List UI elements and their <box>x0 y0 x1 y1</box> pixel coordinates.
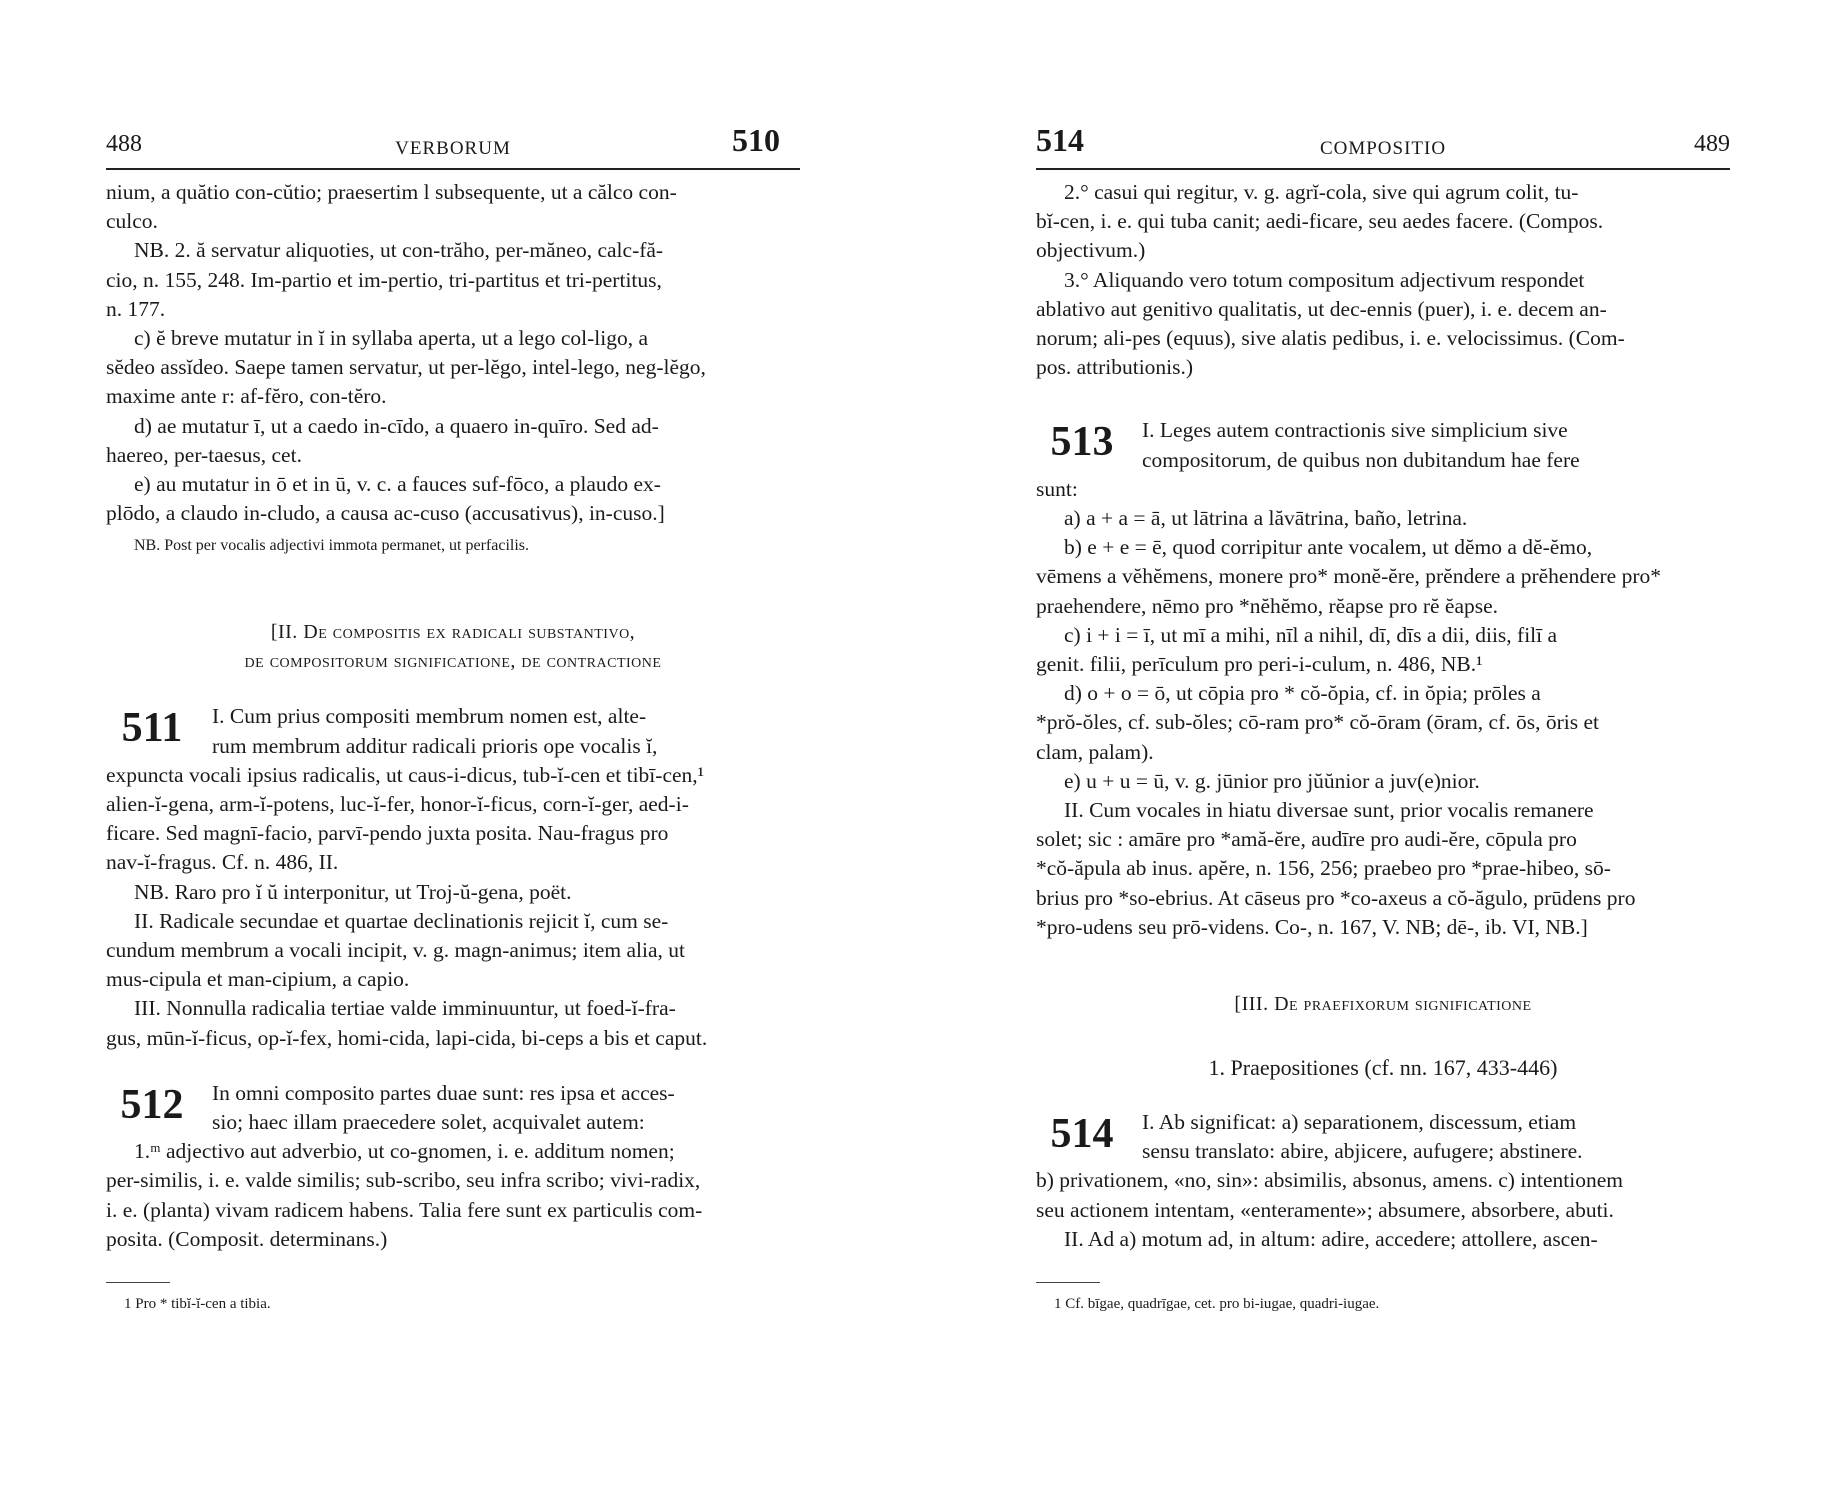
text-line: a) a + a = ā, ut lātrina a lăvātrina, baño, letrina. <box>1064 506 1468 531</box>
footnote-rule <box>106 1282 170 1283</box>
paragraph-513 <box>1036 416 1730 942</box>
running-title-right: COMPOSITIO <box>1319 138 1447 159</box>
text-line: II. Radicale secundae et quartae declinationis rejicit ĭ, cum se- <box>134 908 669 933</box>
text-line: compositorum, de quibus non dubitandum hae fere <box>1142 447 1580 472</box>
text-line: n. 177. <box>106 296 166 321</box>
paragraph-number: 512 <box>120 1081 184 1128</box>
text-line: I. Cum prius compositi membrum nomen est, alte- <box>212 704 647 729</box>
text-line: brius pro *so-ebrius. At cāseus pro *co-axeus a cŏ-ăgulo, prūdens pro <box>1036 885 1636 910</box>
text-line: b) privationem, «no, sin»: absimilis, absonus, amens. c) intentionem <box>1036 1168 1623 1193</box>
section-number-left: 510 <box>732 122 780 158</box>
text-line: genit. filii, perīculum pro peri-i-culum, n. 486, NB.¹ <box>1036 652 1483 677</box>
text-line: I. Leges autem contractionis sive simplicium sive <box>1142 418 1568 443</box>
text-line: sĕdeo assĭdeo. Saepe tamen servatur, ut per-lĕgo, intel-lego, neg-lĕgo, <box>106 355 706 380</box>
section-heading-ii-sub: de compositorum significatione, de contractione <box>244 650 662 673</box>
text-line: III. Nonnulla radicalia tertiae valde imminuuntur, ut foed-ĭ-fra- <box>134 996 676 1021</box>
text-line: solet; sic : amāre pro *amă-ĕre, audīre pro audi-ĕre, cōpula pro <box>1036 827 1577 852</box>
running-head-right <box>1036 120 1730 170</box>
page-number-right: 489 <box>1694 131 1730 157</box>
text-line: haereo, per-taesus, cet. <box>106 442 302 467</box>
text-line: cio, n. 155, 248. Im-partio et im-pertio, tri-partitus et tri-pertitus, <box>106 267 662 292</box>
text-line: *prŏ-ŏles, cf. sub-ŏles; cō-ram pro* cŏ-ōram (ōram, cf. ōs, ōris et <box>1036 710 1599 735</box>
text-line: praehendere, nēmo pro *nĕhĕmo, rĕapse pro rĕ ĕapse. <box>1036 593 1499 618</box>
paragraph-514 <box>1036 1108 1730 1254</box>
text-line: cundum membrum a vocali incipit, v. g. magn-animus; item alia, ut <box>106 938 685 963</box>
text-line: sunt: <box>1036 476 1078 501</box>
left-page <box>106 120 800 1315</box>
footnote-rule <box>1036 1282 1100 1283</box>
left-body <box>106 178 800 1315</box>
text-line: rum membrum additur radicali prioris ope vocalis ĭ, <box>212 733 658 758</box>
paragraph-number: 514 <box>1050 1111 1114 1158</box>
paragraph-512 <box>106 1079 800 1254</box>
text-line: sio; haec illam praecedere solet, acquivalet autem: <box>212 1110 645 1135</box>
text-line: seu actionem intentam, «enteramente»; absumere, absorbere, abuti. <box>1036 1197 1614 1222</box>
text-line: II. Cum vocales in hiatu diversae sunt, prior vocalis remanere <box>1064 798 1594 823</box>
text-line: i. e. (planta) vivam radicem habens. Talia fere sunt ex particulis com- <box>106 1197 703 1222</box>
text-line: c) ĕ breve mutatur in ĭ in syllaba aperta, ut a lego col-ligo, a <box>134 326 649 351</box>
text-line: *pro-udens seu prō-videns. Co-, n. 167, V. NB; dē-, ib. VI, NB.] <box>1036 914 1588 939</box>
running-head-left <box>106 120 800 170</box>
text-line: pos. attributionis.) <box>1036 355 1194 380</box>
text-line: NB. 2. ă servatur aliquoties, ut con-trăho, per-măneo, calc-fă- <box>134 238 664 263</box>
paragraph-number: 513 <box>1050 419 1114 466</box>
text-line: d) ae mutatur ī, ut a caedo in-cīdo, a quaero in-quīro. Sed ad- <box>134 413 659 438</box>
paragraph-511 <box>106 702 800 1052</box>
text-line: I. Ab significat: a) separationem, discessum, etiam <box>1142 1110 1577 1135</box>
text-line: 1.ᵐ adjectivo aut adverbio, ut co-gnomen, i. e. additum nomen; <box>134 1139 675 1164</box>
text-line: per-similis, i. e. valde similis; sub-scribo, seu infra scribo; vivi-radix, <box>106 1168 701 1193</box>
text-line: ablativo aut genitivo qualitatis, ut dec-ennis (puer), i. e. decem an- <box>1036 296 1607 321</box>
sub-heading-praepositiones: 1. Praepositiones (cf. nn. 167, 433-446) <box>1208 1055 1558 1081</box>
text-line: c) i + i = ī, ut mī a mihi, nīl a nihil, dī, dīs a dii, diis, filī a <box>1064 622 1558 647</box>
text-line: 2.° casui qui regitur, v. g. agrĭ-cola, sive qui agrum colit, tu- <box>1064 180 1579 204</box>
page-number-left: 488 <box>106 131 142 157</box>
text-line: II. Ad a) motum ad, in altum: adire, accedere; attollere, ascen- <box>1064 1226 1598 1251</box>
footnote: 1 Pro * tibĭ-ĭ-cen a tibia. <box>124 1296 271 1313</box>
text-line: posita. (Composit. determinans.) <box>106 1226 388 1251</box>
nb-note: NB. Post per vocalis adjectivi immota permanet, ut perfacilis. <box>134 537 530 555</box>
footnote: 1 Cf. bīgae, quadrīgae, cet. pro bi-iugae, quadri-iugae. <box>1054 1296 1380 1313</box>
text-line: d) o + o = ō, ut cōpia pro * cŏ-ŏpia, cf. in ŏpia; prōles a <box>1064 681 1541 706</box>
running-title-left: VERBORUM <box>395 138 511 159</box>
text-line: bĭ-cen, i. e. qui tuba canit; aedi-ficare, seu aedes facere. (Compos. <box>1036 209 1604 234</box>
text-line: nium, a quătio con-cŭtio; praesertim l subsequente, ut a călco con- <box>106 180 677 204</box>
right-body <box>1036 178 1730 1315</box>
right-page <box>1036 120 1730 1315</box>
text-line: ficare. Sed magnī-facio, parvī-pendo juxta posita. Nau-fragus pro <box>106 821 669 846</box>
text-line: culco. <box>106 209 158 234</box>
section-heading-iii: [III. De praefixorum significatione <box>1234 993 1532 1016</box>
text-line: *cŏ-ăpula ab inus. apĕre, n. 156, 256; praebeo pro *prae-hibeo, sō- <box>1036 856 1611 881</box>
text-line: 3.° Aliquando vero totum compositum adjectivum respondet <box>1064 267 1585 292</box>
text-line: NB. Raro pro ĭ ŭ interponitur, ut Troj-ŭ-gena, poët. <box>134 879 572 904</box>
section-heading-ii: [II. De compositis ex radicali substantivo, <box>270 621 636 644</box>
text-line: In omni composito partes duae sunt: res ipsa et acces- <box>212 1080 675 1105</box>
text-line: sensu translato: abire, abjicere, aufugere; abstinere. <box>1142 1139 1583 1164</box>
text-line: e) u + u = ū, v. g. jūnior pro jŭŭnior a juv(e)nior. <box>1064 768 1480 793</box>
text-line: gus, mūn-ĭ-ficus, op-ĭ-fex, homi-cida, lapi-cida, bi-ceps a bis et caput. <box>106 1025 708 1050</box>
text-line: mus-cipula et man-cipium, a capio. <box>106 967 410 992</box>
text-line: plōdo, a claudo in-cludo, a causa ac-cuso (accusativus), in-cuso.] <box>106 501 665 526</box>
text-line: nav-ĭ-fragus. Cf. n. 486, II. <box>106 850 339 875</box>
text-line: vēmens a vĕhĕmens, monere pro* monĕ-ĕre, prĕndere a prĕhendere pro* <box>1036 564 1662 589</box>
text-line: e) au mutatur in ō et in ū, v. c. a fauces suf-fōco, a plaudo ex- <box>134 472 661 497</box>
text-line: norum; ali-pes (equus), sive alatis pedibus, i. e. velocissimus. (Com- <box>1036 326 1625 351</box>
paragraph-number: 511 <box>121 705 183 752</box>
text-line: maxime ante r: af-fĕro, con-tĕro. <box>106 384 387 409</box>
section-number-right: 514 <box>1036 122 1084 158</box>
text-line: expuncta vocali ipsius radicalis, ut caus-i-dicus, tub-ĭ-cen et tibī-cen,¹ <box>106 762 705 787</box>
text-line: clam, palam). <box>1036 739 1154 764</box>
text-line: b) e + e = ē, quod corripitur ante vocalem, ut dĕmo a dĕ-ĕmo, <box>1064 535 1593 560</box>
text-line: objectivum.) <box>1036 238 1146 263</box>
text-line: alien-ĭ-gena, arm-ĭ-potens, luc-ĭ-fer, honor-ĭ-ficus, corn-ĭ-ger, aed-i- <box>106 792 689 817</box>
